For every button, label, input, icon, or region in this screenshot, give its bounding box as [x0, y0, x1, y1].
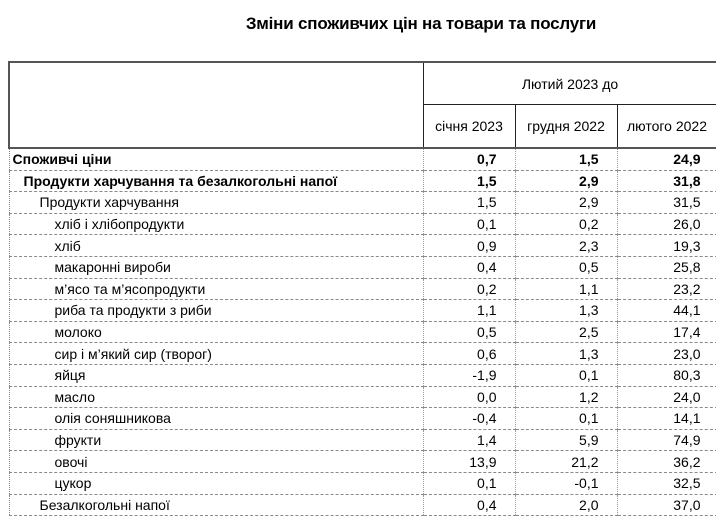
row-label: м’ясо та м’ясопродукти: [9, 278, 423, 300]
table-row: [9, 256, 716, 278]
row-value: 24,9: [617, 148, 716, 170]
row-value: 0,2: [515, 213, 617, 235]
row-value: 0,1: [515, 364, 617, 386]
row-value: 1,3: [515, 300, 617, 322]
row-value: 2,9: [515, 170, 617, 192]
row-value: 36,2: [617, 451, 716, 473]
row-value: 1,2: [515, 386, 617, 408]
group-header: Лютий 2023 до: [423, 62, 716, 105]
row-value: -0,4: [423, 408, 515, 430]
row-label: макаронні вироби: [9, 256, 423, 278]
row-value: 17,4: [617, 321, 716, 343]
row-value: 1,4: [423, 429, 515, 451]
row-label: масло: [9, 386, 423, 408]
table-row: [9, 451, 716, 473]
row-value: 1,3: [515, 343, 617, 365]
table-row: [9, 170, 716, 192]
row-label: цукор: [9, 472, 423, 494]
row-value: 1,1: [515, 278, 617, 300]
table-row: [9, 148, 716, 170]
row-value: 0,5: [515, 256, 617, 278]
row-value: 26,0: [617, 213, 716, 235]
column-header-feb-2022: лютого 2022: [617, 105, 716, 149]
row-value: 31,8: [617, 170, 716, 192]
row-value: 31,5: [617, 192, 716, 214]
row-value: 32,5: [617, 472, 716, 494]
price-changes-table: [8, 61, 716, 516]
row-label: риба та продукти з риби: [9, 300, 423, 322]
row-label: Продукти харчування та безалкогольні напої: [9, 170, 423, 192]
table-header: [9, 62, 716, 148]
row-label: олія соняшникова: [9, 408, 423, 430]
table-row: [9, 213, 716, 235]
row-value: 24,0: [617, 386, 716, 408]
row-value: 19,3: [617, 235, 716, 257]
row-value: 1,5: [423, 170, 515, 192]
row-value: 1,1: [423, 300, 515, 322]
row-value: 5,9: [515, 429, 617, 451]
row-label: молоко: [9, 321, 423, 343]
row-value: -0,1: [515, 472, 617, 494]
row-label: хліб: [9, 235, 423, 257]
table-row: [9, 343, 716, 365]
row-value: 25,8: [617, 256, 716, 278]
row-value: 23,0: [617, 343, 716, 365]
row-value: 1,5: [423, 192, 515, 214]
row-value: 37,0: [617, 494, 716, 516]
table-body: [9, 148, 716, 516]
table-row: [9, 278, 716, 300]
row-label: фрукти: [9, 429, 423, 451]
table-row: [9, 321, 716, 343]
row-value: 0,1: [423, 472, 515, 494]
row-value: 14,1: [617, 408, 716, 430]
row-value: 23,2: [617, 278, 716, 300]
row-value: 0,4: [423, 256, 515, 278]
row-value: 0,1: [515, 408, 617, 430]
row-label: хліб і хлібопродукти: [9, 213, 423, 235]
corner-header-cell: [9, 62, 423, 148]
row-value: -1,9: [423, 364, 515, 386]
row-value: 0,5: [423, 321, 515, 343]
row-value: 80,3: [617, 364, 716, 386]
row-value: 0,4: [423, 494, 515, 516]
table-row: [9, 364, 716, 386]
table-row: [9, 386, 716, 408]
column-header-jan-2023: січня 2023: [423, 105, 515, 149]
row-value: 74,9: [617, 429, 716, 451]
table-row: [9, 472, 716, 494]
row-value: 2,3: [515, 235, 617, 257]
row-value: 0,9: [423, 235, 515, 257]
row-value: 2,0: [515, 494, 617, 516]
table-row: [9, 494, 716, 516]
row-label: Споживчі ціни: [9, 148, 423, 170]
row-value: 2,9: [515, 192, 617, 214]
table-row: [9, 300, 716, 322]
table-row: [9, 235, 716, 257]
row-value: 0,6: [423, 343, 515, 365]
row-label: сир і м’який сир (творог): [9, 343, 423, 365]
table-row: [9, 192, 716, 214]
row-value: 21,2: [515, 451, 617, 473]
row-value: 0,7: [423, 148, 515, 170]
column-header-dec-2022: грудня 2022: [515, 105, 617, 149]
row-value: 1,5: [515, 148, 617, 170]
row-value: 13,9: [423, 451, 515, 473]
row-label: Продукти харчування: [9, 192, 423, 214]
table-row: [9, 408, 716, 430]
row-value: 44,1: [617, 300, 716, 322]
row-value: 0,2: [423, 278, 515, 300]
row-label: Безалкогольні напої: [9, 494, 423, 516]
page-title: Зміни споживчих цін на товари та послуги: [245, 14, 597, 33]
row-label: яйця: [9, 364, 423, 386]
row-value: 0,1: [423, 213, 515, 235]
row-value: 2,5: [515, 321, 617, 343]
table-row: [9, 429, 716, 451]
row-value: 0,0: [423, 386, 515, 408]
row-label: овочі: [9, 451, 423, 473]
